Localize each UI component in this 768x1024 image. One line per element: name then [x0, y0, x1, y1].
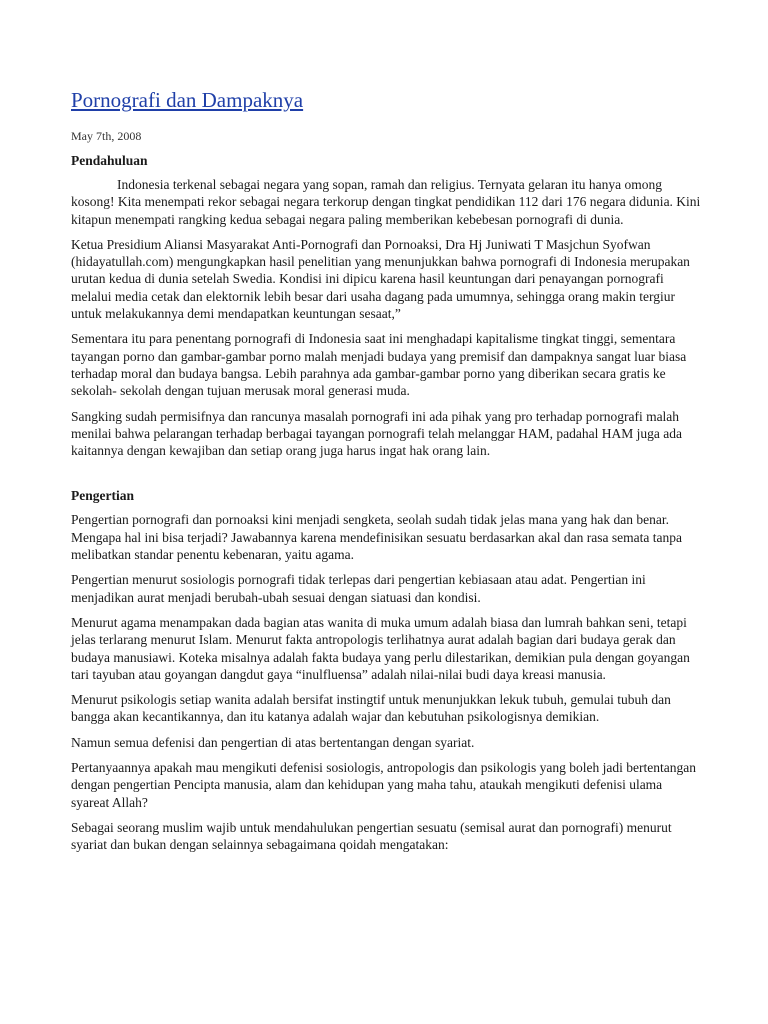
article-title-link[interactable]: Pornografi dan Dampaknya	[71, 88, 304, 112]
paragraph: Sementara itu para penentang pornografi di Indonesia saat ini menghadapi kapitalisme tingkat tinggi, sementara tayangan porno dan gambar-gambar porno malah menjadi budaya yang premisif dan dampaknya sangat luar biasa terhadap moral dan budaya bangsa. Lebih parahnya ada gambar-gambar porno yang diberikan secara gratis ke sekolah- sekolah dengan tujuan merusak moral generasi muda.	[71, 331, 687, 399]
section-spacer	[71, 467, 701, 487]
paragraph: Namun semua defenisi dan pengertian di atas bertentangan dengan syariat.	[71, 734, 475, 750]
article	[71, 86, 701, 862]
paragraph: Ketua Presidium Aliansi Masyarakat Anti-Pornografi dan Pornoaksi, Dra Hj Juniwati T Masjchun Syofwan (hidayatullah.com) mengungkapkan hasil penelitian yang menunjukkan bahwa pornografi di Indonesia merupakan urutan kedua di dunia setelah Swedia. Kondisi ini dipicu karena hasil keuntungan dari penayangan pornografi melalui media cetak dan elektornik lebih besar dari usaha dagang pada umumnya, sehingga orang makin tergiur untuk melakukannya demi mendapatkan keuntungan sesaat,”	[71, 236, 690, 322]
section-heading-pengertian: Pengertian	[71, 488, 134, 504]
section-heading-pendahuluan: Pendahuluan	[71, 153, 148, 168]
paragraph: Indonesia terkenal sebagai negara yang sopan, ramah dan religius. Ternyata gelaran itu hanya omong kosong! Kita menempati rekor sebagai negara terkorup dengan tingkat pendidikan 112 dari 176 negara didunia. Kini kitapun menempati rangking kedua sebagai negara paling memberikan kebebesan pornografi di dunia.	[71, 177, 701, 227]
paragraph: Menurut psikologis setiap wanita adalah bersifat instingtif untuk menunjukkan lekuk tubuh, gemulai tubuh dan bangga akan kecantikannya, dan itu katanya adalah wajar dan kebutuhan psikologisnya demikian.	[71, 692, 671, 725]
paragraph: Sebagai seorang muslim wajib untuk mendahulukan pengertian sesuatu (semisal aurat dan pornografi) menurut syariat dan bukan dengan selainnya sebagaimana qoidah mengatakan:	[71, 819, 672, 853]
paragraph: Pengertian pornografi dan pornoaksi kini menjadi sengketa, seolah sudah tidak jelas mana yang hak dan benar. Mengapa hal ini bisa terjadi? Jawabannya karena mendefinisikan sesuatu berdasarkan akal dan rasa semata tanpa melibatkan standar penentu kebenaran, yaitu agama.	[71, 512, 682, 563]
paragraph: Menurut agama menampakan dada bagian atas wanita di muka umum adalah biasa dan lumrah bahkan seni, tetapi jelas terlarang menurut Islam. Menurut fakta antropologis terlihatnya aurat adalah bagian dari budaya gerak dan budaya manusiawi. Koteka misalnya adalah fakta budaya yang perlu dilestarikan, demikian pula dengan goyangan tari tayuban atau goyangan dangdut gaya “inulfluensa” adalah nilai-nilai budi daya kreasi manusia.	[71, 614, 690, 682]
article-date: May 7th, 2008	[71, 129, 142, 143]
paragraph: Sangking sudah permisifnya dan rancunya masalah pornografi ini ada pihak yang pro terhadap pornografi malah menilai bahwa pelarangan terhadap berbagai tayangan pornografi telah melanggar HAM, padahal HAM juga ada kaitannya dengan kewajiban dan setiap orang juga harus ingat hak orang lain.	[71, 408, 683, 459]
paragraph: Pertanyaannya apakah mau mengikuti defenisi sosiologis, antropologis dan psikologis yang boleh jadi bertentangan dengan pengertian Pencipta manusia, alam dan kehidupan yang maha tahu, ataukah mengikuti defenisi ulama syareat Allah?	[71, 760, 696, 810]
paragraph: Pengertian menurut sosiologis pornografi tidak terlepas dari pengertian kebiasaan atau adat. Pengertian ini menjadikan aurat menjadi berubah-ubah sesuai dengan siatuasi dan kondisi.	[71, 572, 646, 605]
